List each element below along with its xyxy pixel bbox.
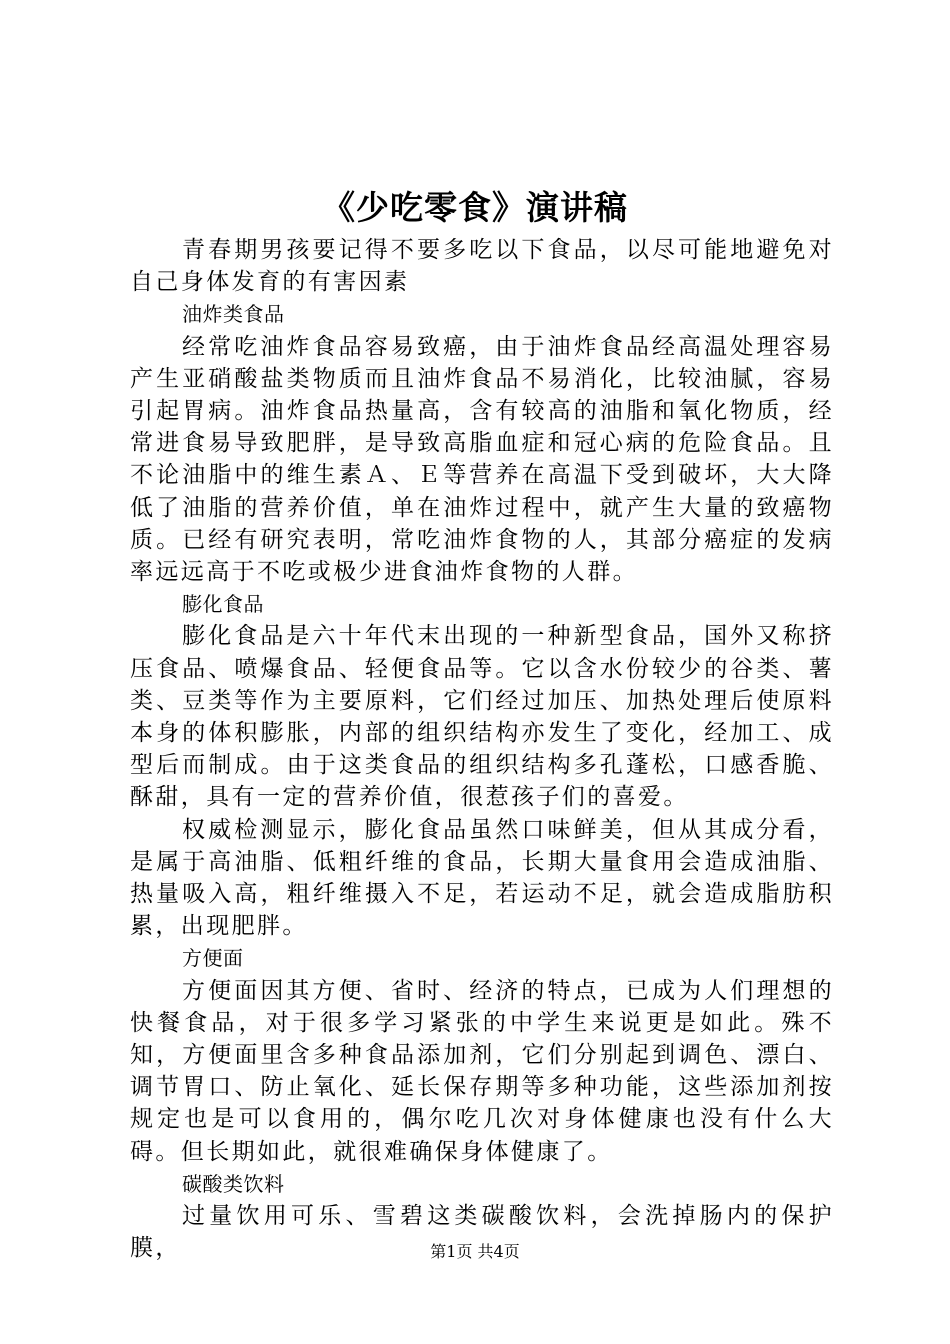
paragraph-puffed-food-2: 权威检测显示，膨化食品虽然口味鲜美，但从其成分看，是属于高油脂、低粗纤维的食品，长期大量食用会造成油脂、热量吸入高，粗纤维摄入不足，若运动不足，就会造成脂肪积累，出现肥胖。 xyxy=(130,816,834,940)
section-heading-puffed-food: 膨化食品 xyxy=(182,592,264,617)
section-heading-instant-noodles: 方便面 xyxy=(182,946,244,971)
paragraph-puffed-food-1: 膨化食品是六十年代末出现的一种新型食品，国外又称挤压食品、喷爆食品、轻便食品等。它以含水份较少的谷类、薯类、豆类等作为主要原料，它们经过加压、加热处理后使原料本身的体积膨胀，内部的组织结构亦发生了变化，经加工、成型后而制成。由于这类食品的组织结构多孔蓬松，口感香脆、酥甜，具有一定的营养价值，很惹孩子们的喜爱。 xyxy=(130,623,834,811)
document-title: 《少吃零食》演讲稿 xyxy=(322,188,628,227)
paragraph-instant-noodles: 方便面因其方便、省时、经济的特点，已成为人们理想的快餐食品，对于很多学习紧张的中学生来说更是如此。殊不知，方便面里含多种食品添加剂，它们分别起到调色、漂白、调节胃口、防止氧化、延长保存期等多种功能，这些添加剂按规定也是可以食用的，偶尔吃几次对身体健康也没有什么大碍。但长期如此，就很难确保身体健康了。 xyxy=(130,977,834,1165)
intro-paragraph: 青春期男孩要记得不要多吃以下食品，以尽可能地避免对自己身体发育的有害因素 xyxy=(130,237,834,296)
paragraph-carbonated-drinks: 过量饮用可乐、雪碧这类碳酸饮料，会洗掉肠内的保护膜， xyxy=(130,1203,834,1262)
section-heading-fried-food: 油炸类食品 xyxy=(182,302,285,327)
section-heading-carbonated-drinks: 碳酸类饮料 xyxy=(182,1171,285,1196)
document-body xyxy=(130,234,834,1265)
page-footer: 第1页 共4页 xyxy=(430,1242,520,1261)
paragraph-fried-food: 经常吃油炸食品容易致癌，由于油炸食品经高温处理容易产生亚硝酸盐类物质而且油炸食品不易消化，比较油腻，容易引起胃病。油炸食品热量高，含有较高的油脂和氧化物质，经常进食易导致肥胖，是导致高脂血症和冠心病的危险食品。且不论油脂中的维生素Ａ、Ｅ等营养在高温下受到破坏，大大降低了油脂的营养价值，单在油炸过程中，就产生大量的致癌物质。已经有研究表明，常吃油炸食物的人，其部分癌症的发病率远远高于不吃或极少进食油炸食物的人群。 xyxy=(130,333,834,586)
